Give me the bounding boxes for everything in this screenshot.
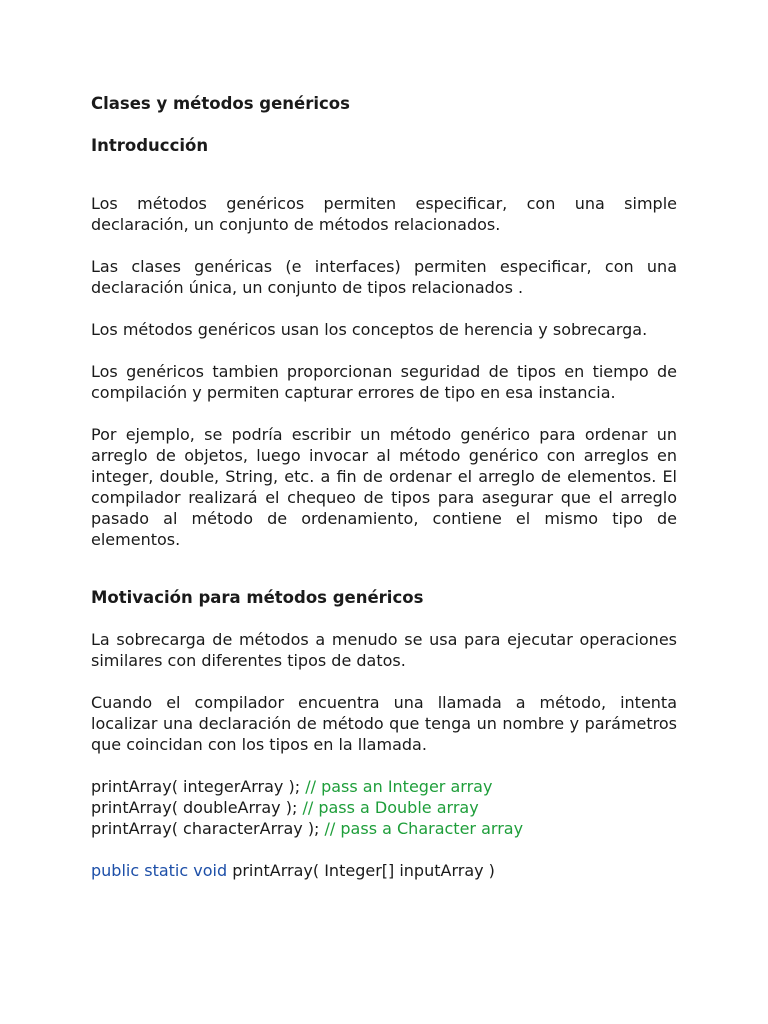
code-text: printArray( Integer[] inputArray ) (227, 861, 495, 880)
code-block (91, 776, 677, 839)
code-line (91, 797, 677, 818)
code-line (91, 818, 677, 839)
paragraph: Los métodos genéricos usan los conceptos de herencia y sobrecarga. (91, 320, 648, 339)
paragraph: La sobrecarga de métodos a menudo se usa para ejecutar operaciones similares con diferentes tipos de datos. (91, 630, 677, 670)
code-text: printArray( doubleArray ); (91, 798, 303, 817)
code-line (91, 776, 677, 797)
document-page (91, 90, 677, 881)
code-comment: // pass a Character array (324, 819, 524, 838)
motivation-heading: Motivación para métodos genéricos (91, 588, 424, 607)
intro-heading: Introducción (91, 136, 209, 155)
code-comment: // pass a Double array (302, 798, 479, 817)
document-title: Clases y métodos genéricos (91, 94, 350, 113)
method-signature (91, 860, 677, 881)
paragraph: Los métodos genéricos permiten especificar, con una simple declaración, un conjunto de métodos relacionados. (91, 194, 677, 234)
code-text: printArray( characterArray ); (91, 819, 325, 838)
code-comment: // pass an Integer array (305, 777, 493, 796)
code-text: printArray( integerArray ); (91, 777, 306, 796)
paragraph: Cuando el compilador encuentra una llamada a método, intenta localizar una declaración de método que tenga un nombre y parámetros que coincidan con los tipos en la llamada. (91, 693, 677, 754)
paragraph: Los genéricos tambien proporcionan seguridad de tipos en tiempo de compilación y permiten capturar errores de tipo en esa instancia. (91, 362, 677, 402)
paragraph: Por ejemplo, se podría escribir un método genérico para ordenar un arreglo de objetos, luego invocar al método genérico con arreglos en integer, double, String, etc. a fin de ordenar el arreglo de elementos. El compilador realizará el chequeo de tipos para asegurar que el arreglo pasado al método de ordenamiento, contiene el mismo tipo de elementos. (91, 425, 677, 549)
paragraph: Las clases genéricas (e interfaces) permiten especificar, con una declaración única, un conjunto de tipos relacionados . (91, 257, 677, 297)
code-keywords: public static void (91, 861, 228, 880)
